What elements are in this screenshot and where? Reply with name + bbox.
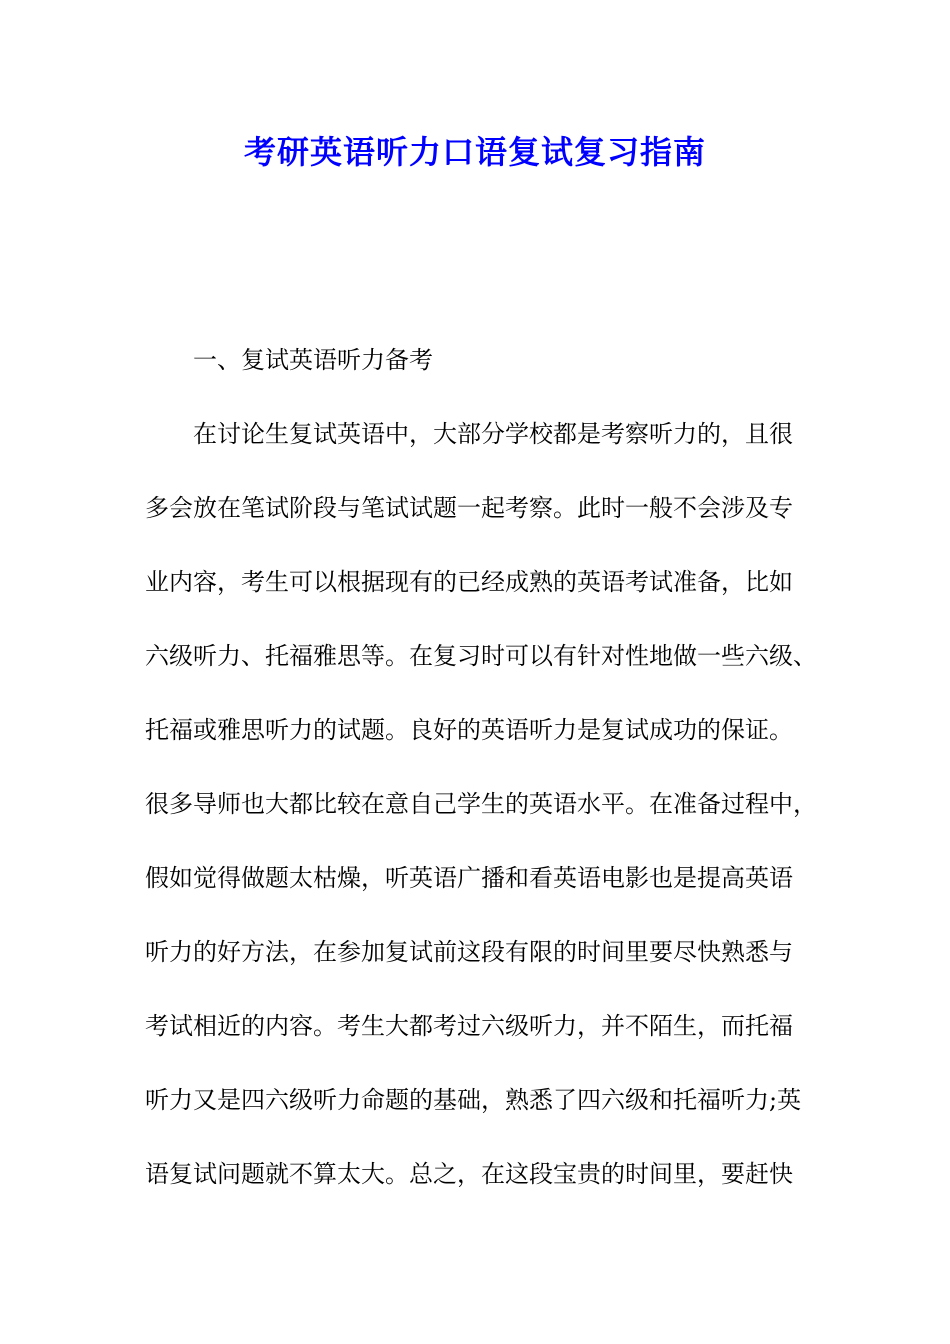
document-title: 考研英语听力口语复试复习指南: [243, 133, 706, 171]
body-line: 考试相近的内容。考生大都考过六级听力，并不陌生，而托福: [145, 1012, 793, 1040]
body-line: 托福或雅思听力的试题。良好的英语听力是复试成功的保证。: [145, 716, 793, 744]
body-line: 假如觉得做题太枯燥，听英语广播和看英语电影也是提高英语: [145, 864, 793, 892]
body-line: 很多导师也大都比较在意自己学生的英语水平。在准备过程中，: [145, 790, 817, 818]
body-line: 多会放在笔试阶段与笔试试题一起考察。此时一般不会涉及专: [145, 494, 793, 522]
body-line: 在讨论生复试英语中，大部分学校都是考察听力的，且很: [193, 420, 793, 448]
body-line: 语复试问题就不算太大。总之，在这段宝贵的时间里，要赶快: [145, 1160, 793, 1188]
body-line: 听力又是四六级听力命题的基础，熟悉了四六级和托福听力;英: [145, 1086, 802, 1114]
body-line: 业内容，考生可以根据现有的已经成熟的英语考试准备，比如: [145, 568, 793, 596]
body-line: 六级听力、托福雅思等。在复习时可以有针对性地做一些六级、: [145, 642, 817, 670]
section-heading: 一、复试英语听力备考: [193, 346, 433, 374]
body-line: 听力的好方法，在参加复试前这段有限的时间里要尽快熟悉与: [145, 938, 793, 966]
